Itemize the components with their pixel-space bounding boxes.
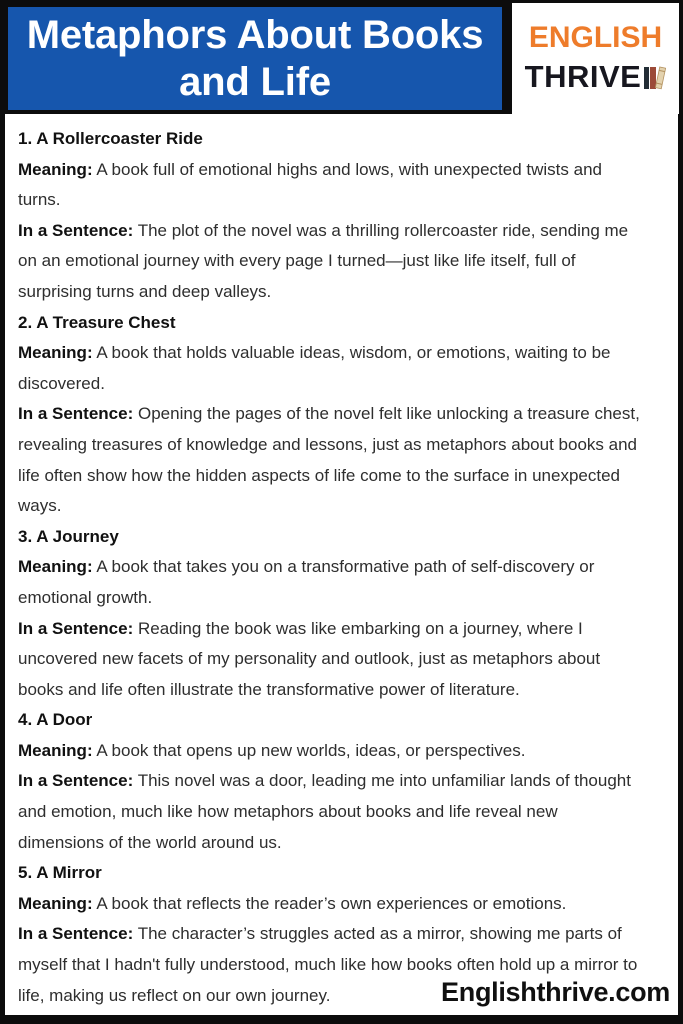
header [0, 0, 683, 114]
metaphor-section-2 [18, 308, 644, 522]
meaning-label: Meaning: [18, 343, 93, 363]
meaning-text: A book that takes you on a transformative path of self-discovery or emotional growth. [18, 557, 595, 607]
sentence-label: In a Sentence: [18, 924, 134, 944]
metaphor-sentence [18, 766, 644, 858]
logo-thrive-row [525, 60, 667, 93]
sentence-label: In a Sentence: [18, 220, 134, 240]
metaphor-heading: 5. A Mirror [18, 863, 102, 883]
logo-text-thrive: THRIVE [524, 59, 642, 94]
meaning-label: Meaning: [18, 159, 93, 179]
sentence-text: Opening the pages of the novel felt like unlocking a treasure chest, revealing treasures of knowledge and lessons, just as metaphors about books and life often show how the hidden aspects of life come to the surface in unexpected ways. [18, 404, 640, 516]
metaphor-heading: 1. A Rollercoaster Ride [18, 129, 203, 148]
meaning-text: A book that holds valuable ideas, wisdom, or emotions, waiting to be discovered. [18, 343, 611, 393]
sentence-label: In a Sentence: [18, 771, 134, 791]
metaphor-section-3 [18, 522, 644, 706]
sentence-text: The plot of the novel was a thrilling rollercoaster ride, sending me on an emotional journey with every page I turned—just like life itself, full of surprising turns and deep valleys. [18, 220, 629, 301]
meaning-text: A book that opens up new worlds, ideas, or perspectives. [96, 740, 526, 760]
page-title: Metaphors About Books and Life [26, 12, 484, 104]
sentence-text: This novel was a door, leading me into unfamiliar lands of thought and emotion, much like how metaphors about books and life reveal new dimensions of the world around us. [18, 771, 631, 852]
metaphor-section-4 [18, 705, 644, 858]
sentence-label: In a Sentence: [18, 404, 134, 424]
meaning-text: A book that reflects the reader’s own experiences or emotions. [96, 893, 567, 913]
metaphor-meaning [18, 736, 644, 767]
logo-text-english: ENGLISH [528, 21, 663, 54]
metaphor-meaning [18, 552, 644, 613]
metaphor-heading: 4. A Door [18, 710, 93, 730]
metaphor-sentence [18, 614, 644, 706]
sentence-text: The character’s struggles acted as a mirror, showing me parts of myself that I hadn't fully understood, much like how books often hold up a mirror to life, making us reflect on our own journey. [18, 924, 638, 1005]
metaphor-meaning [18, 889, 644, 920]
metaphor-sentence [18, 399, 644, 521]
sentence-label: In a Sentence: [18, 618, 134, 638]
website-url: Englishthrive.com [435, 977, 670, 1008]
title-banner [8, 7, 502, 110]
metaphor-meaning [18, 155, 644, 216]
metaphor-sentence [18, 216, 644, 308]
metaphor-meaning [18, 338, 644, 399]
metaphor-section-1 [18, 124, 644, 308]
sentence-text: Reading the book was like embarking on a journey, where I uncovered new facets of my personality and outlook, just as metaphors about books and life often illustrate the transformative power of literature. [18, 618, 601, 699]
metaphor-heading: 2. A Treasure Chest [18, 312, 176, 332]
brand-logo [512, 3, 679, 114]
metaphor-heading: 3. A Journey [18, 526, 119, 546]
meaning-label: Meaning: [18, 557, 93, 577]
books-icon [643, 62, 666, 95]
meaning-text: A book full of emotional highs and lows, with unexpected twists and turns. [18, 159, 602, 210]
meaning-label: Meaning: [18, 893, 93, 913]
content-area [5, 114, 678, 1015]
meaning-label: Meaning: [18, 740, 93, 760]
text-column [18, 124, 644, 1011]
